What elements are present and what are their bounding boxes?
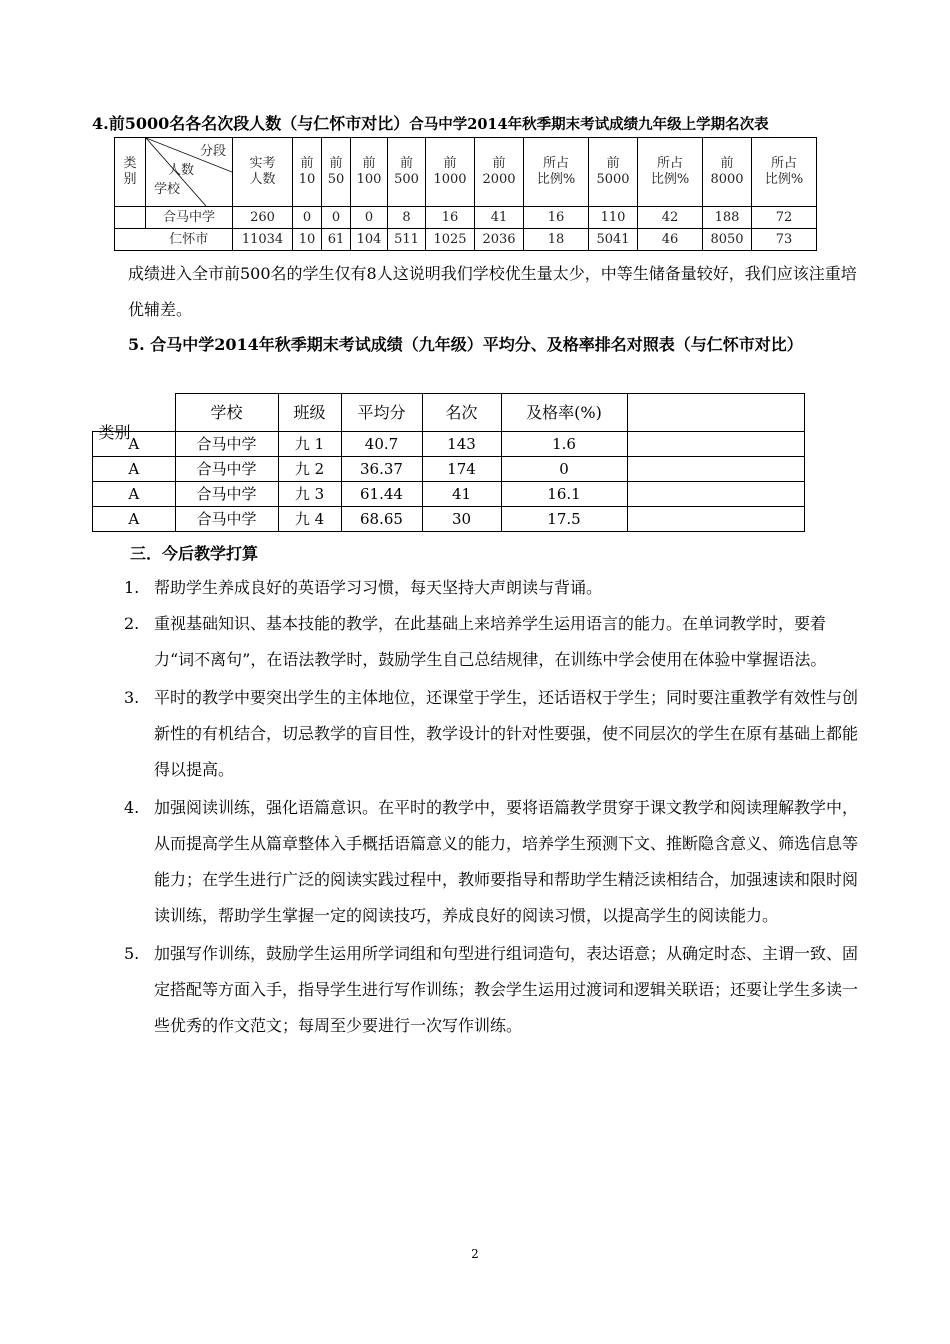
average-score-table	[92, 393, 805, 532]
cell: 0	[351, 207, 388, 229]
cell: 九 1	[278, 432, 341, 457]
cell: 九 3	[278, 482, 341, 507]
list-item	[116, 570, 866, 606]
section3-heading: 三．今后教学打算	[130, 544, 259, 563]
cell	[627, 457, 804, 482]
list-item-text: 平时的教学中要突出学生的主体地位，还课堂于学生，还话语权于学生；同时要注重教学有效性与创新性的有机结合，切忌教学的盲目性，教学设计的针对性要强，使不同层次的学生在原有基础上都能得以提高。	[154, 688, 859, 779]
cell	[627, 432, 804, 457]
cell: 九 2	[278, 457, 341, 482]
list-item-text: 加强阅读训练，强化语篇意识。在平时的教学中，要将语篇教学贯穿于课文教学和阅读理解教学中，从而提高学生从篇章整体入手概括语篇意义的能力，培养学生预测下文、推断隐含意义、筛选信息等能力；在学生进行广泛的阅读实践过程中，教师要指导和帮助学生精泛读相结合，加强速读和限时阅读训练，帮助学生掌握一定的阅读技巧，养成良好的阅读习惯，以提高学生的阅读能力。	[154, 798, 859, 925]
cell: 10	[293, 229, 322, 251]
page-number: 2	[471, 1247, 479, 1261]
cell: 合马中学	[175, 432, 278, 457]
cell: A	[93, 432, 176, 457]
list-item-number: 2.	[124, 614, 140, 633]
cell: 110	[589, 207, 638, 229]
col-header: 所占 比例%	[752, 138, 817, 207]
section5-title: 5. 合马中学2014年秋季期末考试成绩（九年级）平均分、及格率排名对照表（与仁怀市对比）	[128, 335, 803, 354]
row-category	[115, 229, 146, 251]
cell: 61	[322, 229, 351, 251]
col-header: 前 500	[388, 138, 426, 207]
cell	[627, 482, 804, 507]
cell: 1025	[426, 229, 475, 251]
cell: 11034	[233, 229, 293, 251]
cell: 36.37	[341, 457, 422, 482]
row-school: 仁怀市	[146, 229, 233, 251]
paragraph-analysis	[92, 256, 862, 328]
col-header: 平均分	[341, 394, 422, 432]
avg-table-row	[93, 507, 805, 532]
section4-subtitle: 合马中学2014年秋季期末考试成绩九年级上学期名次表	[409, 116, 769, 133]
cell: 合马中学	[175, 507, 278, 532]
cell: 174	[422, 457, 501, 482]
col-header: 前 10	[293, 138, 322, 207]
avg-category-header	[93, 394, 176, 442]
cell: 2036	[475, 229, 524, 251]
cell: 30	[422, 507, 501, 532]
col-header: 前 1000	[426, 138, 475, 207]
list-item-number: 1.	[124, 578, 140, 597]
cell: 61.44	[341, 482, 422, 507]
cell: 16.1	[501, 482, 627, 507]
list-item-number: 4.	[124, 798, 140, 817]
cell: 143	[422, 432, 501, 457]
col-header: 学校	[175, 394, 278, 432]
rank-table-header-row	[115, 138, 817, 207]
diag-label-bottom: 学校	[154, 182, 181, 197]
col-header: 前 2000	[475, 138, 524, 207]
cell: 九 4	[278, 507, 341, 532]
list-item	[116, 936, 866, 1044]
cell: 17.5	[501, 507, 627, 532]
cell: 68.65	[341, 507, 422, 532]
list-item	[116, 680, 866, 788]
cell: 104	[351, 229, 388, 251]
cell: 0	[322, 207, 351, 229]
avg-table-row	[93, 457, 805, 482]
cell: 73	[752, 229, 817, 251]
avg-table-header-row	[93, 394, 805, 432]
cell: 41	[422, 482, 501, 507]
cell: 1.6	[501, 432, 627, 457]
cell: 72	[752, 207, 817, 229]
col-header: 班级	[278, 394, 341, 432]
cell	[627, 507, 804, 532]
section4-heading	[92, 111, 872, 134]
paragraph-text: 成绩进入全市前500名的学生仅有8人这说明我们学校优生量太少，中等生储备量较好，我们应该注重培优辅差。	[128, 264, 857, 319]
avg-table-row	[93, 482, 805, 507]
col-header: 前 5000	[589, 138, 638, 207]
rank-table-diagonal-header	[146, 138, 233, 207]
cell: A	[93, 482, 176, 507]
col-header	[627, 394, 804, 432]
list-item	[116, 790, 866, 934]
cell: 511	[388, 229, 426, 251]
col-header: 前 8000	[703, 138, 752, 207]
plan-list	[116, 570, 866, 1044]
list-item-text: 加强写作训练，鼓励学生运用所学词组和句型进行组词造句，表达语意；从确定时态、主谓一致、固定搭配等方面入手，指导学生进行写作训练；教会学生运用过渡词和逻辑关联语；还要让学生多读一些优秀的作文范文；每周至少要进行一次写作训练。	[154, 944, 859, 1035]
cell: 260	[233, 207, 293, 229]
list-item-text: 帮助学生养成良好的英语学习习惯，每天坚持大声朗读与背诵。	[154, 578, 603, 597]
diag-label-middle: 人数	[168, 163, 195, 178]
rank-table-row	[115, 229, 817, 251]
cell: 0	[293, 207, 322, 229]
col-header: 所占 比例%	[524, 138, 589, 207]
list-item-number: 3.	[124, 688, 140, 707]
cell: 40.7	[341, 432, 422, 457]
avg-category-label: 类别	[98, 423, 131, 442]
rank-table-corner: 类 别	[115, 138, 146, 207]
cell: 16	[524, 207, 589, 229]
cell: 0	[501, 457, 627, 482]
cell: 41	[475, 207, 524, 229]
col-header: 实考 人数	[233, 138, 293, 207]
cell: 5041	[589, 229, 638, 251]
cell: A	[93, 507, 176, 532]
cell: 合马中学	[175, 457, 278, 482]
cell: 42	[638, 207, 703, 229]
cell: 8050	[703, 229, 752, 251]
row-school: 合马中学	[146, 207, 233, 229]
cell: 188	[703, 207, 752, 229]
cell: A	[93, 457, 176, 482]
list-item-text: 重视基础知识、基本技能的教学，在此基础上来培养学生运用语言的能力。在单词教学时，要着力“词不离句”，在语法教学时，鼓励学生自己总结规律，在训练中学会使用在体验中掌握语法。	[154, 614, 827, 669]
col-header: 所占 比例%	[638, 138, 703, 207]
col-header: 前 50	[322, 138, 351, 207]
cell: 8	[388, 207, 426, 229]
rank-table	[114, 137, 817, 251]
diag-label-top: 分段	[199, 144, 226, 159]
col-header: 前 100	[351, 138, 388, 207]
cell: 46	[638, 229, 703, 251]
section4-title: 4.前5000名各名次段人数（与仁怀市对比）	[92, 114, 410, 133]
list-item-number: 5.	[124, 944, 140, 963]
cell: 16	[426, 207, 475, 229]
col-header: 名次	[422, 394, 501, 432]
avg-table-row	[93, 432, 805, 457]
rank-table-row	[115, 207, 817, 229]
section5-heading	[92, 327, 898, 363]
cell: 合马中学	[175, 482, 278, 507]
row-category	[115, 207, 146, 229]
cell: 18	[524, 229, 589, 251]
list-item	[116, 606, 866, 678]
col-header: 及格率(%)	[501, 394, 627, 432]
